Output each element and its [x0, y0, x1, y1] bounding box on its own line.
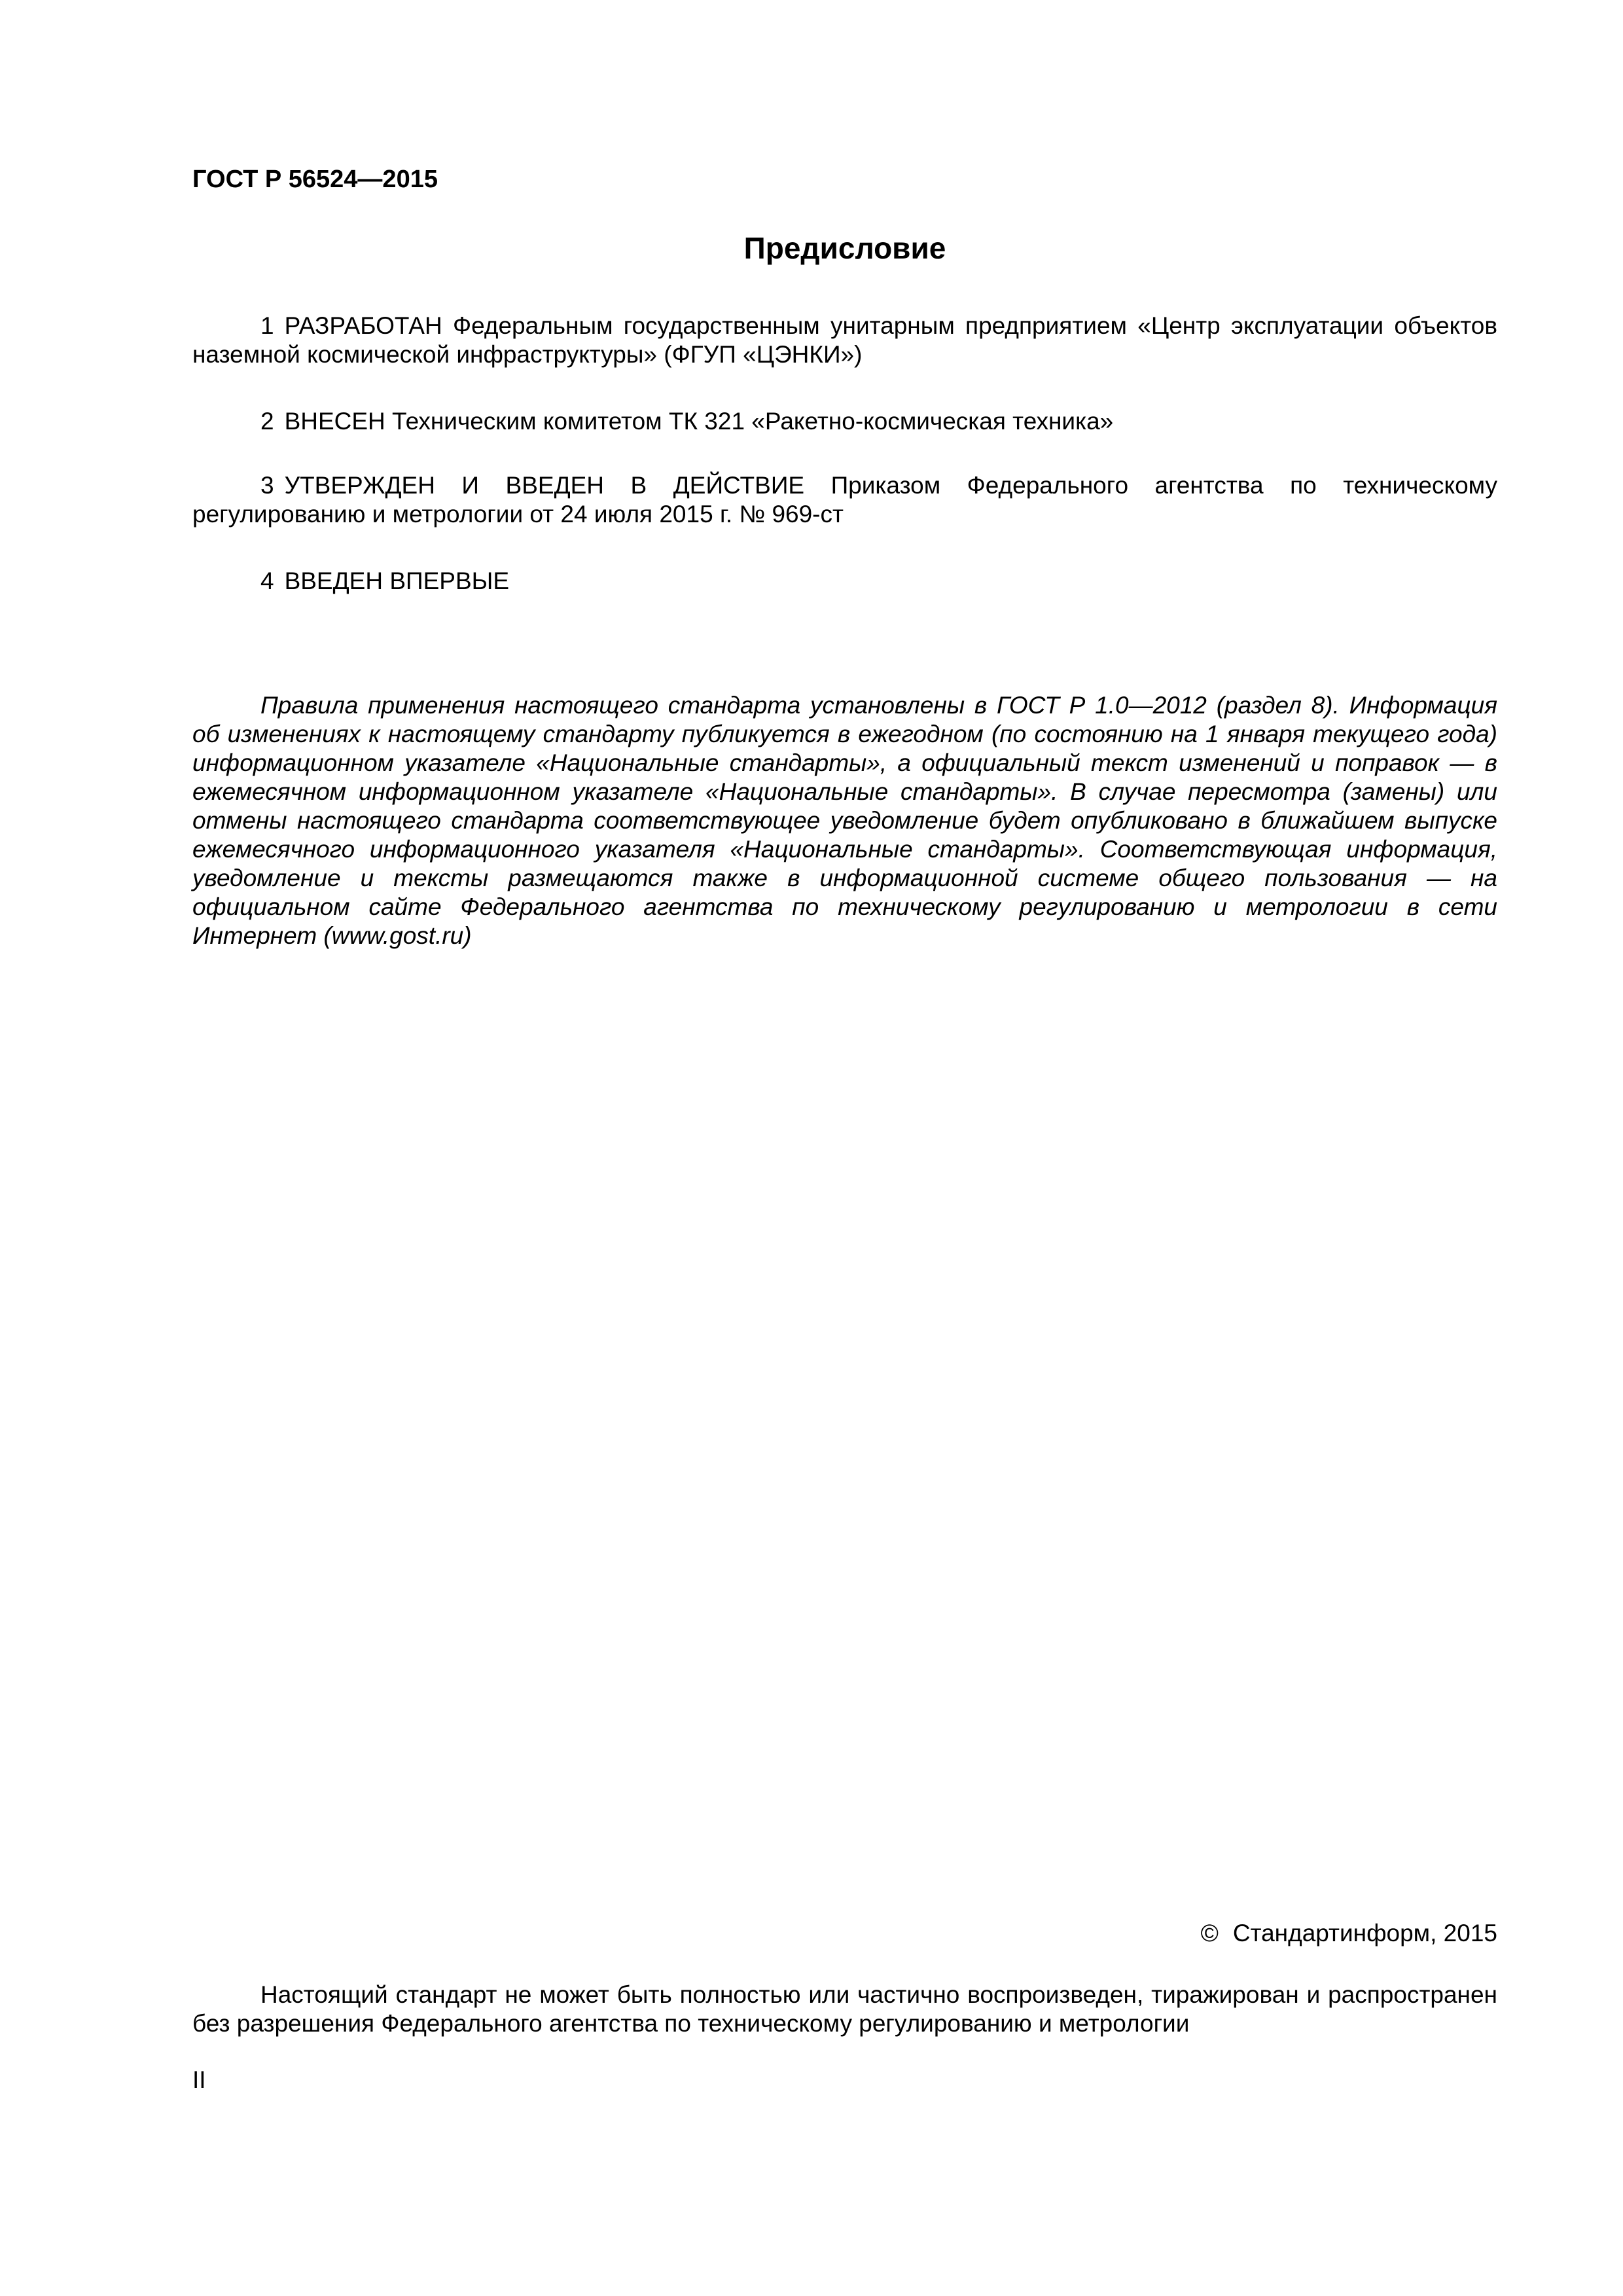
foreword-item-submitted: [192, 407, 1497, 436]
foreword-item-approved: [192, 471, 1497, 529]
copyright-line: [192, 1919, 1497, 1948]
reproduction-restriction: Настоящий стандарт не может быть полностью или частично воспроизведен, тиражирован и распространен без разрешения Федерального агентства по техническому регулированию и метрологии: [192, 1981, 1497, 2037]
item-text: РАЗРАБОТАН Федеральным государственным унитарным предприятием «Центр эксплуатации объектов наземной космической инфраструктуры» (ФГУП «ЦЭНКИ»): [192, 312, 1497, 368]
document-designation: ГОСТ Р 56524—2015: [192, 166, 438, 193]
item-number: 4: [260, 567, 274, 594]
foreword-item-developed: [192, 312, 1497, 369]
copyright-icon: ©: [1200, 1920, 1219, 1946]
item-text: ВНЕСЕН Техническим комитетом ТК 321 «Ракетно-космическая техника»: [284, 408, 1114, 435]
item-text: УТВЕРЖДЕН И ВВЕДЕН В ДЕЙСТВИЕ Приказом Федерального агентства по техническому регулированию и метрологии от 24 июля 2015 г. № 969-ст: [192, 472, 1497, 528]
item-number: 1: [260, 312, 274, 339]
item-number: 2: [260, 408, 274, 435]
foreword-item-introduced: [192, 567, 1497, 596]
page-number: II: [192, 2066, 206, 2093]
item-text: ВВЕДЕН ВПЕРВЫЕ: [284, 567, 510, 594]
item-number: 3: [260, 472, 274, 499]
copyright-text: Стандартинформ, 2015: [1232, 1920, 1497, 1946]
section-heading: Предисловие: [743, 231, 946, 265]
application-rules-notice: Правила применения настоящего стандарта установлены в ГОСТ Р 1.0—2012 (раздел 8). Информация об изменениях к настоящему стандарту публикуется в ежегодном (по состоянию на 1 января текущего года) информационном указателе «Национальные стандарты», а официальный текст изменений и поправок — в ежемесячном информационном указателе «Национальные стандарты». В случае пересмотра (замены) или отмены настоящего стандарта соответствующее уведомление будет опубликовано в ближайшем выпуске ежемесячного информационного указателя «Национальные стандарты». Соответствующая информация, уведомление и тексты размещаются также в информационной системе общего пользования — на официальном сайте Федерального агентства по техническому регулированию и метрологии в сети Интернет (www.gost.ru): [192, 692, 1497, 949]
